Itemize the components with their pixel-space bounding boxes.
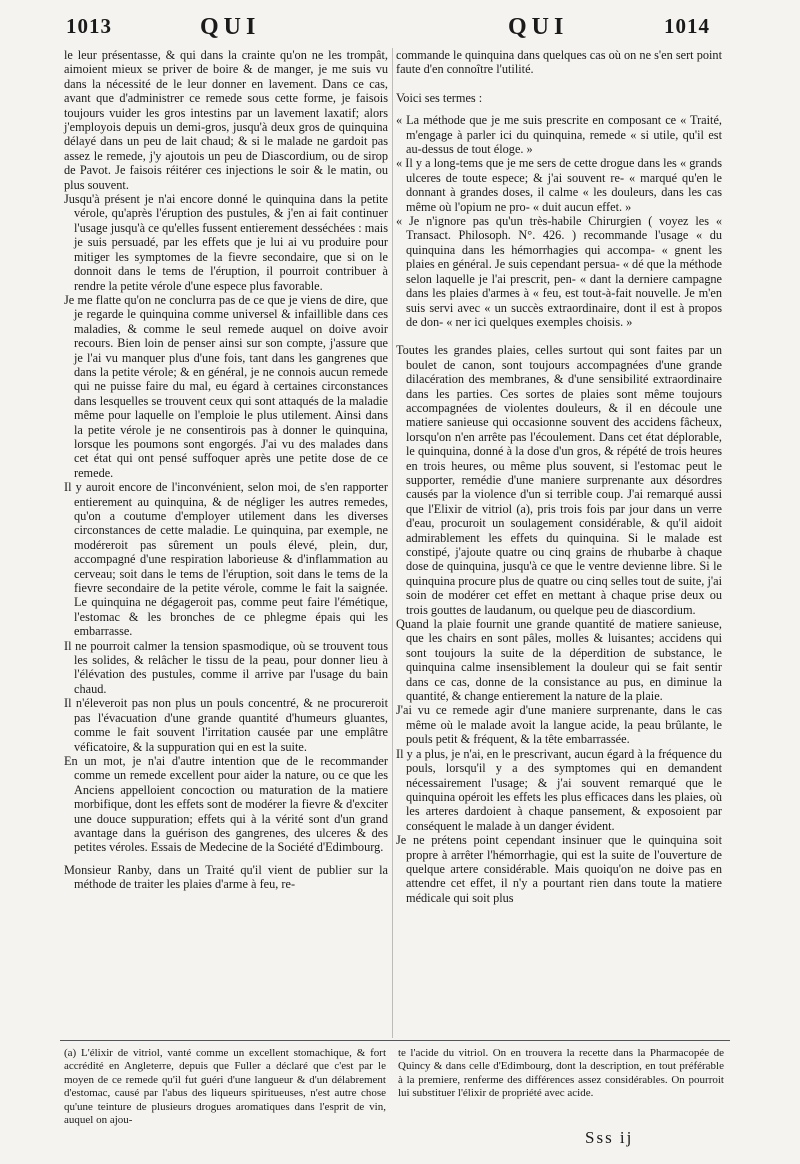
- footnote-right: te l'acide du vitriol. On en trouvera la recette dans la Pharmacopée de Quincy & dans celle d'Edimbourg, dont la description, en tout préférable à la premiere, renferme des différences assez considérables. On pourroit lui substituer l'élixir de propriété avec acide.: [398, 1047, 724, 1100]
- left-column: [64, 48, 388, 892]
- paragraph: Je me flatte qu'on ne conclurra pas de ce que je viens de dire, que je regarde le quinquina comme universel & infaillible dans ces maladies, & comme le seul remede auquel on doive avoir recours. Bien loin de penser ainsi sur son compte, j'assure que je l'ai vu manquer plus d'une fois, tant dans les gangrenes que dans la petite vérole; & en général, je ne connois aucun remede qui ne puisse faire du mal, eu égard à certaines circonstances dans lesquelles se trouvent ceux qui sont attaqués de la maladie même pour laquelle on l'emploie le plus utilement. Ainsi dans la petite vérole je ne consentirois pas à donner le quinquina, lorsque les poumons sont engorgés. J'ai vu des malades dans cet état qui ont pensé suffoquer après une petite dose de ce remede.: [64, 292, 388, 480]
- footnote-left: (a) L'élixir de vitriol, vanté comme un excellent stomachique, & fort accrédité en Angleterre, depuis que Fuller a déclaré que c'est par le moyen de ce remede qu'il fut guéri d'une langueur & d'un délabrement d'estomac, causé par l'abus des liqueurs spiritueuses, n'est autre chose qu'une teinture de plusieurs drogues aromatiques dans l'esprit de vin, auquel on ajou-: [64, 1047, 386, 1127]
- quotation: « Je n'ignore pas qu'un très-habile Chirurgien ( voyez les « Transact. Philosoph. N°. 426. ) recommande l'usage « du quinquina dans les hémorrhagies qui accompa- « gnent les plaies en général. Je suis cependant persua- « dé que la méthode selon laquelle je l'ai prescrit, pen- « dant la derniere campagne dans les plaies d'armes à « feu, est tout-à-fait nouvelle. Je m'en suis servi avec « un succès extraordinaire, dont il est à propos de don- « ner ici quelques exemples choisis. »: [396, 214, 722, 329]
- paragraph: Toutes les grandes plaies, celles surtout qui sont faites par un boulet de canon, sont toujours accompagnées d'une grande dilacération des membranes, & d'une sensibilité extraordinaire dans les parties. Ces sortes de plaies sont même toujours accompagnées de violentes douleurs, & il en découle une matiere sanieuse qui occasionne souvent des accidens fâcheux, lorsqu'on n'en arrête pas l'écoulement. Dans cet état déplorable, le quinquina, donné à la dose d'un gros, & répété de trois heures en trois heures, ou même plus souvent, si l'estomac peut le supporter, remédie d'une maniere surprenante aux désordres causés par la violence d'un si terrible coup. J'ai remarqué aussi que l'Elixir de vitriol (a), pris trois fois par jour dans un verre d'eau, procuroit un soulagement considérable, & qu'il aidoit admirablement les effets du quinquina. Si le malade est constipé, j'ajoute quatre ou cinq grains de rhubarbe à chaque dose de quinquina, jusqu'à ce que le ventre devienne libre. Si le quinquina procure plus de quatre ou cinq selles tout de suite, j'ai soin de modérer cet effet en mettant à chaque prise deux ou trois gouttes de laudanum, ou quelque peu de diascordium.: [396, 343, 722, 617]
- signature-mark: Sss ij: [585, 1128, 634, 1147]
- paragraph: J'ai vu ce remede agir d'une maniere surprenante, dans le cas même où le malade avoit la langue acide, la peau brûlante, le pouls petit & fréquent, & la tête embarrassée.: [396, 703, 722, 747]
- footnote-rule: [60, 1040, 730, 1041]
- paragraph: le leur présentasse, & qui dans la crainte qu'on ne les trompât, aimoient mieux se priver de boire & de manger, je me suis vu dans la nécessité de le leur donner en lavement. Dans ce cas, avant que d'administrer ce remede sous cette forme, je faisois toujours vuider les gros intestins par un lavement laxatif; alors j'employois depuis un demi-gros, jusqu'à deux gros de quinquina délayé dans un peu de lait chaud; & si le malade ne gardoit pas assez le remede, j'y ajoutois un peu de Diascordium, ou de sirop de Pavot. Je faisois réitérer ces injections le soir & le matin, ou plus souvent.: [64, 48, 388, 192]
- column-divider: [392, 48, 393, 1038]
- paragraph: Il y a plus, je n'ai, en le prescrivant, aucun égard à la fréquence du pouls, lorsqu'il y a des symptomes qui en demandent nécessairement l'usage; & j'ai souvent remarqué que le quinquina opéroit les effets les plus efficaces dans les plaies, où les arteres dardoient à chaque pansement, & exposoient par conséquent le malade à un danger évident.: [396, 746, 722, 833]
- paragraph: commande le quinquina dans quelques cas où on ne s'en sert point faute d'en connoître l'utilité.: [396, 48, 722, 77]
- running-title-left: QUI: [200, 14, 261, 40]
- running-title-right: QUI: [508, 14, 569, 40]
- paragraph: Il ne pourroit calmer la tension spasmodique, où se trouvent tous les solides, & relâcher le tissu de la peau, pour donner lieu à l'élévation des pustules, comme il arrive par l'usage du bain chaud.: [64, 638, 388, 696]
- paragraph: Jusqu'à présent je n'ai encore donné le quinquina dans la petite vérole, qu'après l'éruption des pustules, & j'en ai fait continuer l'usage jusqu'à ce qu'elles fussent entierement desséchées : mais je suis persuadé, par les effets que je lui ai vu produire pour mitiger les symptomes de la fievre secondaire, que si on le donnoit dans le tems de l'éruption, il pourroit contribuer à rendre la petite vérole d'une espece plus favorable.: [64, 192, 388, 293]
- quotation: « Il y a long-tems que je me sers de cette drogue dans les « grands ulceres de toute espece; & j'ai souvent re- « marqué qu'en le donnant à grandes doses, il calme « les douleurs, dans les cas même où l'opium ne pro- « duit aucun effet. »: [396, 156, 722, 214]
- page-number-left: 1013: [66, 14, 112, 38]
- paragraph: Je ne prétens point cependant insinuer que le quinquina soit propre à arrêter l'hémorrhagie, qui est la suite de l'ouverture de quelque artere considérable. Mais quoiqu'on ne doive pas en attendre cet effet, il n'y a pourtant rien dans toute la matiere médicale qui soit plus: [396, 833, 722, 905]
- right-column: [396, 48, 722, 905]
- paragraph: Il y auroit encore de l'inconvénient, selon moi, de s'en rapporter entierement au quinquina, & de négliger les autres remedes, qu'on a coutume d'employer utilement dans les diverses circonstances de cette maladie. Le quinquina, par exemple, ne modéreroit pas sûrement un pouls élevé, plein, dur, accompagné d'une respiration laborieuse & d'inflammation au cerveau; soit dans le tems de l'éruption, soit dans le tems de la fievre secondaire de la petite vérole, comme le fait la saignée. Le quinquina ne dégageroit pas, comme peut faire l'émétique, l'estomac & les bronches de ce phlegme épais qui les embarrasse.: [64, 480, 388, 639]
- section-lead: Voici ses termes :: [396, 90, 483, 105]
- page-number-right: 1014: [664, 14, 710, 38]
- paragraph: Monsieur Ranby, dans un Traité qu'il vient de publier sur la méthode de traiter les plaies d'arme à feu, re-: [64, 862, 388, 892]
- quotation: « La méthode que je me suis prescrite en composant ce « Traité, m'engage à parler ici du quinquina, remede « si utile, qu'il est au-dessus de tout éloge. »: [396, 113, 722, 157]
- paragraph: Il n'éleveroit pas non plus un pouls concentré, & ne procureroit pas l'évacuation d'une grande quantité d'humeurs gluantes, comme le fait souvent l'irritation causée par une emplâtre véficatoire, & la suppuration qui en est la suite.: [64, 696, 388, 754]
- paragraph: Quand la plaie fournit une grande quantité de matiere sanieuse, que les chairs en sont pâles, molles & luisantes; accidens qui sont toujours la suite de la déperdition de substance, le quinquina calme insensiblement la douleur qui se fait sentir dans ce cas, donne de la consistance au pus, en diminue la quantité, & change entierement la nature de la plaie.: [396, 617, 722, 704]
- paragraph: En un mot, je n'ai d'autre intention que de le recommander comme un remede excellent pour aider la nature, ou ce que les Anciens appelloient concoction ou maturation de la matiere morbifique, dont les effets sont de modérer la fievre & d'exciter une douce suppuration; effets qui à la vérité sont d'un grand avantage dans la guérison des gangrenes, des ulceres & des petites véroles. Essais de Medecine de la Société d'Edimbourg.: [64, 753, 388, 855]
